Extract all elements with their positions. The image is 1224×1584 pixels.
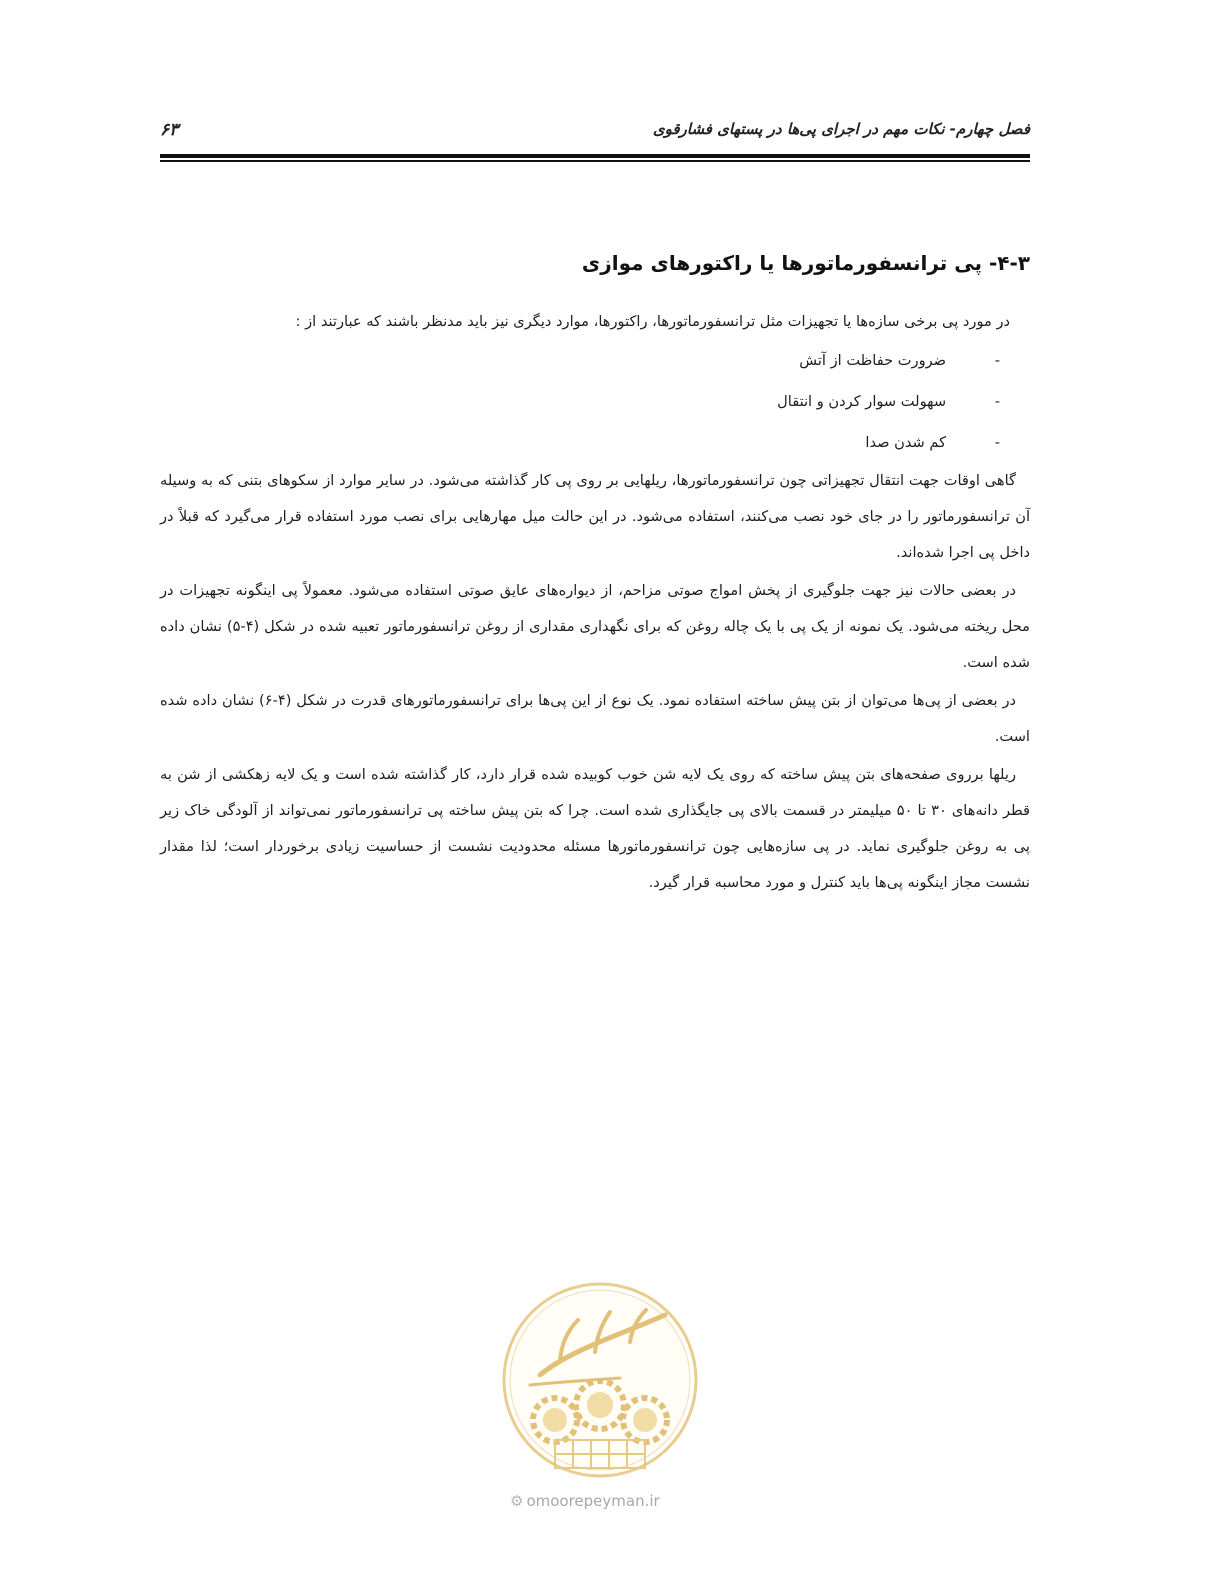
globe-icon: ⚙ (510, 1492, 524, 1510)
header-rule-thick (160, 154, 1030, 158)
list-item (160, 381, 1030, 422)
website-watermark (510, 1492, 710, 1510)
page-number: ۶۳ (160, 120, 179, 140)
body-paragraph: گاهی اوقات جهت انتقال تجهیزاتی چون ترانسفورماتورها، ریلهایی بر روی پی کار گذاشته می‌شود. در سایر موارد از سکوهای بتنی که به وسیله آن ترانسفورماتور را در جای خود نصب می‌کنند، استفاده می‌شود. در این حالت میل مهارهایی برای نصب مورد استفاده قرار می‌گیرد که قبلاً در داخل پی اجرا شده‌اند. (160, 472, 1030, 561)
main-content (160, 248, 1030, 901)
omoor-peyman-logo (500, 1280, 700, 1480)
body-paragraph: در بعضی از پی‌ها می‌توان از بتن پیش ساخته استفاده نمود. یک نوع از این پی‌ها برای ترانسفورماتورهای قدرت در شکل (۴-۶) نشان داده شده است. (160, 692, 1030, 745)
bullet-text: کم شدن صدا (865, 434, 947, 451)
intro-paragraph: در مورد پی برخی سازه‌ها یا تجهیزات مثل ترانسفورماتورها، راکتورها، موارد دیگری نیز باید مدنظر باشند که عبارتند از : (295, 313, 1010, 330)
dash-bullet: - (994, 434, 1000, 451)
header-rule-thin (160, 160, 1030, 162)
bullet-text: ضرورت حفاظت از آتش (799, 352, 947, 369)
list-item (160, 340, 1030, 381)
bullet-text: سهولت سوار کردن و انتقال (777, 393, 947, 410)
dash-bullet: - (994, 393, 1000, 410)
page-header (160, 120, 1030, 150)
dash-bullet: - (994, 352, 1000, 369)
body-paragraph: در بعضی حالات نیز جهت جلوگیری از پخش امواج صوتی مزاحم، از دیواره‌های عایق صوتی استفاده می‌شود. معمولاً پی اینگونه تجهیزات در محل ریخته می‌شود. یک نمونه از یک پی با یک چاله روغن که برای نگهداری مقداری از روغن ترانسفورماتور تعبیه شده در شکل (۴-۵) نشان داده شده است. (160, 582, 1030, 671)
section-title: ۴-۳- پی ترانسفورماتورها یا راکتورهای موازی (581, 251, 1030, 275)
website-url: omoorepeyman.ir (526, 1492, 660, 1510)
chapter-title: فصل چهارم- نکات مهم در اجرای پی‌ها در پستهای فشارقوی (652, 120, 1030, 138)
bullet-list (160, 340, 1030, 463)
body-paragraph: ریلها برروی صفحه‌های بتن پیش ساخته که روی یک لایه شن خوب کوبیده شده قرار دارد، کار گذاشته شده است و یک لایه زهکشی از شن به قطر دانه‌های ۳۰ تا ۵۰ میلیمتر در قسمت بالای پی جایگذاری شده است. چرا که بتن پیش ساخته پی ترانسفورماتور نمی‌تواند از آلودگی خاک زیر پی به روغن جلوگیری نماید. در پی سازه‌هایی چون ترانسفورماتورها مسئله محدودیت نشست از حساسیت زیادی برخوردار است؛ لذا مقدار نشست مجاز اینگونه پی‌ها باید کنترل و مورد محاسبه قرار گیرد. (160, 766, 1030, 891)
list-item (160, 422, 1030, 463)
